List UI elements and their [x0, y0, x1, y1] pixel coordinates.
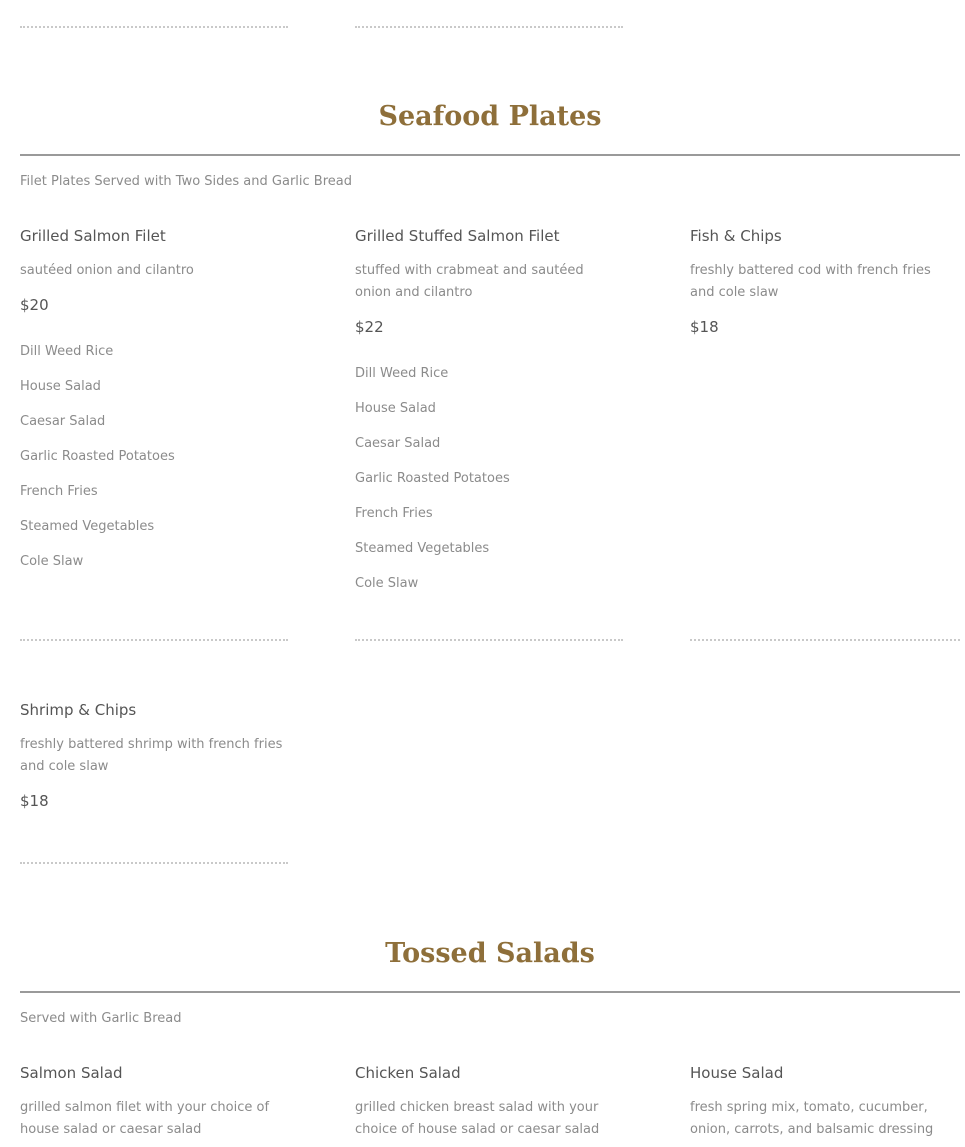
side-options-list — [20, 342, 288, 572]
menu-item-chicken-salad — [355, 1063, 623, 1141]
menu-item-description: freshly battered shrimp with french fries and cole slaw — [20, 737, 283, 774]
menu-item-name: House Salad — [690, 1064, 784, 1082]
menu-item-description: grilled chicken breast salad with your choice of house salad or caesar salad — [355, 1100, 600, 1137]
side-option: Steamed Vegetables — [20, 519, 155, 534]
menu-item-house-salad — [690, 1063, 958, 1141]
side-option: Dill Weed Rice — [355, 366, 449, 381]
menu-item-description: sautéed onion and cilantro — [20, 263, 194, 278]
side-option: Cole Slaw — [20, 554, 84, 569]
side-option: House Salad — [20, 379, 101, 394]
menu-item-price: $22 — [355, 318, 384, 336]
menu-item-name: Shrimp & Chips — [20, 701, 137, 719]
item-divider — [20, 639, 288, 641]
menu-item-description: stuffed with crabmeat and sautéed onion and cilantro — [355, 263, 584, 300]
section-divider — [20, 991, 960, 993]
menu-item-shrimp-and-chips — [20, 700, 288, 812]
section-divider — [20, 154, 960, 156]
menu-item-description: freshly battered cod with french fries and cole slaw — [690, 263, 931, 300]
menu-item-grilled-stuffed-salmon-filet — [355, 226, 623, 609]
menu-item-name: Salmon Salad — [20, 1064, 123, 1082]
side-option: Garlic Roasted Potatoes — [20, 449, 175, 464]
menu-item-grilled-salmon-filet — [20, 226, 288, 587]
item-divider — [690, 639, 960, 641]
menu-item-description: fresh spring mix, tomato, cucumber, onion, carrots, and balsamic dressing — [690, 1100, 934, 1137]
item-divider — [355, 639, 623, 641]
menu-item-name: Grilled Stuffed Salmon Filet — [355, 227, 560, 245]
menu-item-price: $18 — [690, 318, 719, 336]
menu-item-price: $20 — [20, 296, 49, 314]
menu-item-name: Fish & Chips — [690, 227, 782, 245]
side-option: Dill Weed Rice — [20, 344, 114, 359]
side-option: Caesar Salad — [355, 436, 441, 451]
side-option: French Fries — [20, 484, 98, 499]
menu-item-price: $18 — [20, 792, 49, 810]
section-title-tossed-salads: Tossed Salads — [385, 938, 595, 969]
menu-item-salmon-salad — [20, 1063, 288, 1141]
side-option: House Salad — [355, 401, 436, 416]
side-option: Cole Slaw — [355, 576, 419, 591]
item-divider — [20, 862, 288, 864]
item-divider — [355, 26, 623, 28]
side-option: Caesar Salad — [20, 414, 106, 429]
section-note: Filet Plates Served with Two Sides and Garlic Bread — [20, 174, 352, 189]
side-option: Steamed Vegetables — [355, 541, 490, 556]
menu-item-description: grilled salmon filet with your choice of house salad or caesar salad — [20, 1100, 270, 1137]
side-option: Garlic Roasted Potatoes — [355, 471, 510, 486]
item-divider — [20, 26, 288, 28]
section-note: Served with Garlic Bread — [20, 1011, 182, 1026]
section-title-seafood-plates: Seafood Plates — [378, 101, 602, 132]
menu-item-name: Chicken Salad — [355, 1064, 461, 1082]
side-options-list — [355, 364, 623, 594]
side-option: French Fries — [355, 506, 433, 521]
menu-item-name: Grilled Salmon Filet — [20, 227, 166, 245]
menu-item-fish-and-chips — [690, 226, 958, 338]
